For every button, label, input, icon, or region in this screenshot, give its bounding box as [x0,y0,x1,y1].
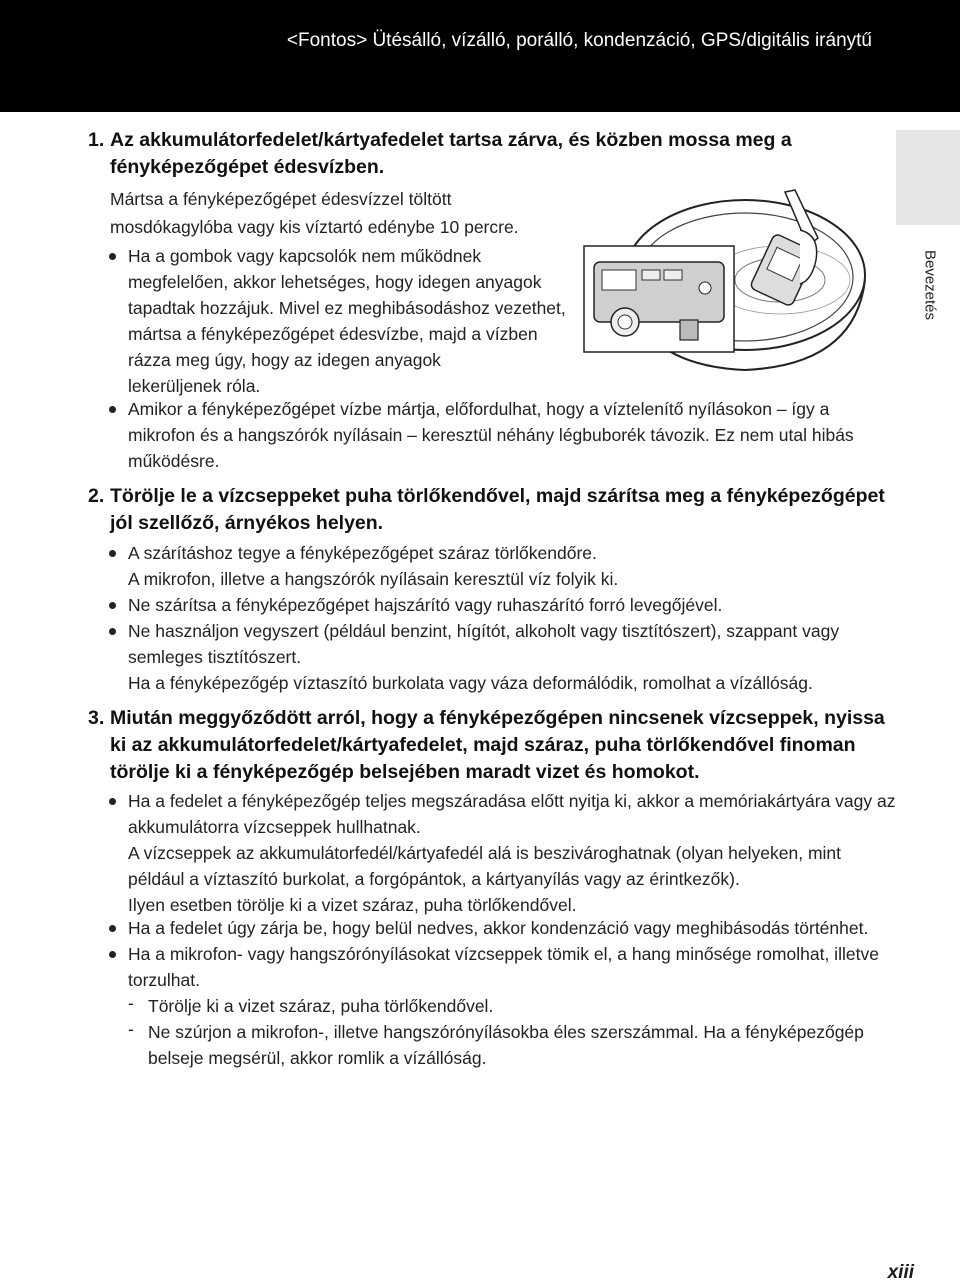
header-title: <Fontos> Ütésálló, vízálló, porálló, kondenzáció, GPS/digitális iránytű [286,30,872,51]
bullet-line: mikrofon és a hangszórók nyílásain – keresztül néhány légbuborék távozik. Ez nem utal hibás [128,425,854,445]
step-title-line: Miután meggyőződött arról, hogy a fényképezőgépen nincsenek vízcseppek, nyissa [110,707,885,729]
step-1-intro-line: mosdókagylóba vagy kis víztartó edénybe 10 percre. [110,217,519,237]
bullet-line: mártsa a fényképezőgépet édesvízbe, majd a vízben [128,324,538,344]
bullet-line: akkumulátorra vízcseppek hullhatnak. [128,817,421,837]
dash-marker: - [128,1019,134,1039]
bullet-line: Ha a fényképezőgép víztaszító burkolata vagy váza deformálódik, romolhat a vízállóság. [128,673,813,693]
bullet-line: tapadtak hozzájuk. Mivel ez meghibásodáshoz vezethet, [128,298,566,318]
step-title-line: fényképezőgépet édesvízben. [110,156,385,178]
dash-item-line: Törölje ki a vizet száraz, puha törlőkendővel. [148,996,494,1016]
bullet-line: Amikor a fényképezőgépet vízbe mártja, előfordulhat, hogy a víztelenítő nyílásokon – így a [128,399,830,419]
dash-item-line: belseje megsérül, akkor romlik a vízállóság. [148,1048,487,1068]
bullet-line: A vízcseppek az akkumulátorfedél/kártyafedél alá is beszivároghatnak (olyan helyeken, mint [128,843,842,863]
bullet-line: Ha a mikrofon- vagy hangszórónyílásokat vízcseppek tömik el, a hang minősége romolhat, illetve [128,944,879,964]
step-title-line: ki az akkumulátorfedelet/kártyafedelet, majd száraz, puha törlőkendővel finoman [110,734,856,756]
bullet-line: A mikrofon, illetve a hangszórók nyílásain keresztül víz folyik ki. [128,569,619,589]
bullet-line: semleges tisztítószert. [128,647,302,667]
bullet-line: megfelelően, akkor lehetséges, hogy idegen anyagok [128,272,542,292]
bullet-line: Ha a fedelet úgy zárja be, hogy belül nedves, akkor kondenzáció vagy meghibásodás történhet. [128,918,869,938]
bullet-dot [109,406,116,413]
side-tab [896,130,960,225]
bullet-dot [109,550,116,557]
step-number: 2. [88,485,105,507]
step-title-line: Törölje le a vízcseppeket puha törlőkendővel, majd szárítsa meg a fényképezőgépet [110,485,885,507]
bullet-line: működésre. [128,451,220,471]
step-number: 1. [88,129,105,151]
bullet-dot [109,628,116,635]
camera-in-water-basin-illustration [580,180,890,390]
bullet-dot [109,925,116,932]
bullet-dot [109,253,116,260]
bullet-dot [109,798,116,805]
bullet-line: rázza meg úgy, hogy az idegen anyagok [128,350,441,370]
bullet-dot [109,602,116,609]
page-header [0,0,960,112]
bullet-line: például a víztaszító burkolat, a forgópántok, a kártyanyílás vagy az érintkezők). [128,869,740,889]
bullet-line: Ha a gombok vagy kapcsolók nem működnek [128,246,482,266]
bullet-line: Ne használjon vegyszert (például benzint, hígítót, alkoholt vagy tisztítószert), szappant vagy [128,621,840,641]
bullet-line: Ilyen esetben törölje ki a vizet száraz, puha törlőkendővel. [128,895,577,915]
step-title-line: Az akkumulátorfedelet/kártyafedelet tartsa zárva, és közben mossa meg a [110,129,792,151]
page-number: xiii [887,1262,914,1283]
dash-item-line: Ne szúrjon a mikrofon-, illetve hangszórónyílásokba éles szerszámmal. Ha a fényképezőgép [148,1022,864,1042]
side-tab-label: Bevezetés [921,249,939,321]
step-title-line: törölje ki a fényképezőgép belsejében maradt vizet és homokot. [110,761,700,783]
dash-marker: - [128,993,134,1013]
bullet-dot [109,951,116,958]
bullet-line: Ne szárítsa a fényképezőgépet hajszárító vagy ruhaszárító forró levegőjével. [128,595,723,615]
bullet-line: torzulhat. [128,970,200,990]
step-1-intro-line: Mártsa a fényképezőgépet édesvízzel töltött [110,189,452,209]
bullet-line: Ha a fedelet a fényképezőgép teljes megszáradása előtt nyitja ki, akkor a memóriakártyára vagy az [128,791,896,811]
bullet-line: A szárításhoz tegye a fényképezőgépet száraz törlőkendőre. [128,543,597,563]
step-title-line: jól szellőző, árnyékos helyen. [110,512,384,534]
bullet-line: lekerüljenek róla. [128,376,261,396]
step-number: 3. [88,707,105,729]
